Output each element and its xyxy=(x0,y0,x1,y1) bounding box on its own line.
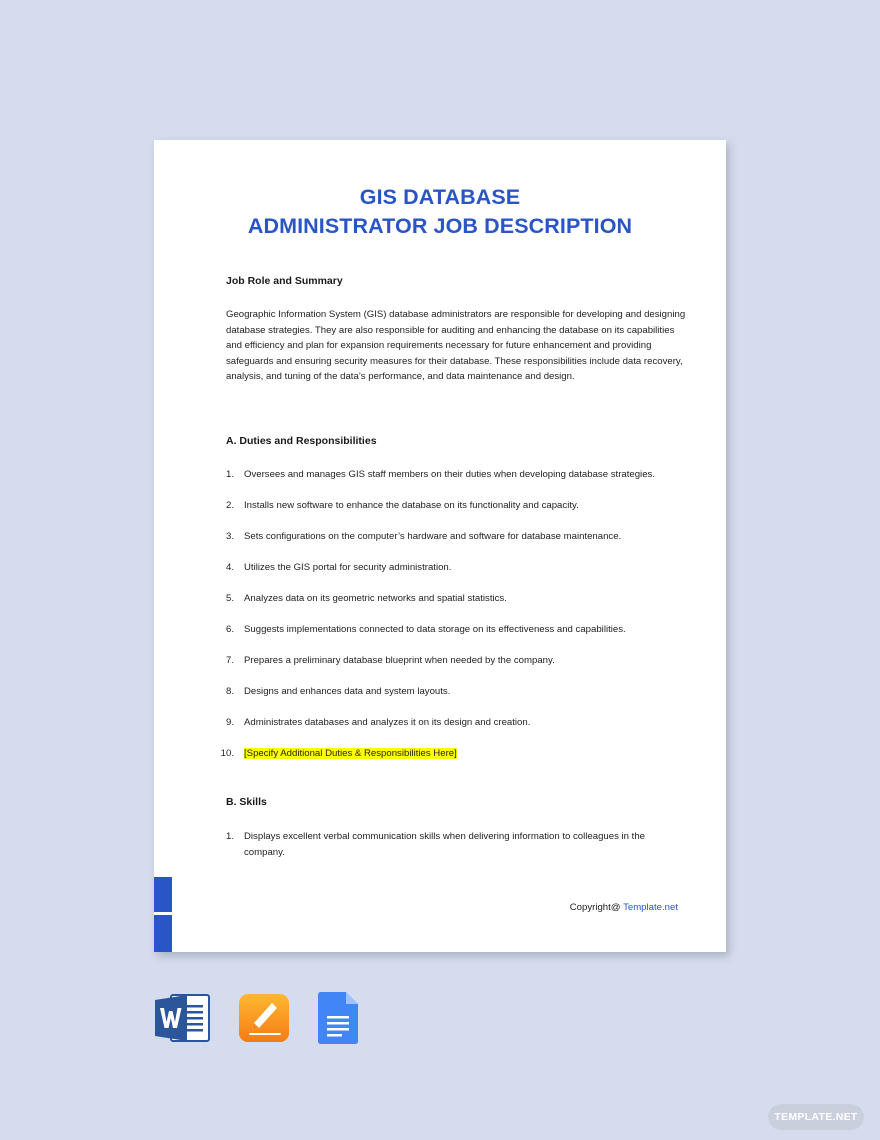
duty-number: 4. xyxy=(225,562,234,573)
copyright-label: Copyright@ xyxy=(569,902,621,913)
duty-text: Installs new software to enhance the database on its functionality and capacity. xyxy=(244,500,579,511)
duty-text: Analyzes data on its geometric networks and spatial statistics. xyxy=(244,593,507,604)
duty-number: 7. xyxy=(225,655,234,666)
duty-text: Prepares a preliminary database blueprint when needed by the company. xyxy=(244,655,555,666)
copyright-link[interactable]: Template.net xyxy=(623,902,678,913)
document-title-line1: GIS DATABASE xyxy=(359,185,521,209)
duties-heading: A. Duties and Responsibilities xyxy=(226,435,377,447)
word-icon[interactable] xyxy=(155,993,211,1043)
accent-bar-top xyxy=(154,877,172,912)
template-net-badge: TEMPLATE.NET xyxy=(768,1104,864,1130)
duty-text: Utilizes the GIS portal for security administration. xyxy=(244,562,452,573)
skill-text: Displays excellent verbal communication skills when delivering information to colleagues in the company. xyxy=(244,831,646,858)
accent-bar-bottom xyxy=(154,915,172,952)
duty-text: Suggests implementations connected to data storage on its effectiveness and capabilities. xyxy=(244,624,626,635)
skills-heading: B. Skills xyxy=(226,796,267,808)
pages-icon[interactable] xyxy=(238,993,290,1043)
duty-text: Sets configurations on the computer’s hardware and software for database maintenance. xyxy=(244,531,622,542)
duty-number: 8. xyxy=(225,686,234,697)
copyright xyxy=(570,902,678,913)
highlighted-placeholder: [Specify Additional Duties & Responsibilities Here] xyxy=(244,748,457,759)
duty-text: Oversees and manages GIS staff members on their duties when developing database strategies. xyxy=(244,469,655,480)
document-page xyxy=(154,140,726,952)
duty-number: 9. xyxy=(225,717,234,728)
summary-heading: Job Role and Summary xyxy=(226,275,343,287)
duty-number: 10. xyxy=(220,748,234,759)
document-title-line2: ADMINISTRATOR JOB DESCRIPTION xyxy=(247,214,633,238)
duty-number: 5. xyxy=(225,593,234,604)
summary-paragraph: Geographic Information System (GIS) database administrators are responsible for developing and designing database strategies. They are also responsible for auditing and enhancing the database on its capabilities and efficiency and plan for expansion requirements necessary for future enhancement and providing safeguards and ensuring security measures for their database. These responsibilities include data recovery, analysis, and tuning of the data’s performance, and data maintenance and design. xyxy=(226,309,686,382)
duty-number: 2. xyxy=(225,500,234,511)
duty-number: 6. xyxy=(225,624,234,635)
duty-number: 1. xyxy=(225,469,234,480)
duty-number: 3. xyxy=(225,531,234,542)
google-docs-icon[interactable] xyxy=(318,992,358,1044)
skill-number: 1. xyxy=(225,831,234,842)
duty-text-placeholder xyxy=(244,746,684,762)
duty-text: Administrates databases and analyzes it on its design and creation. xyxy=(244,717,531,728)
duty-text: Designs and enhances data and system layouts. xyxy=(244,686,451,697)
